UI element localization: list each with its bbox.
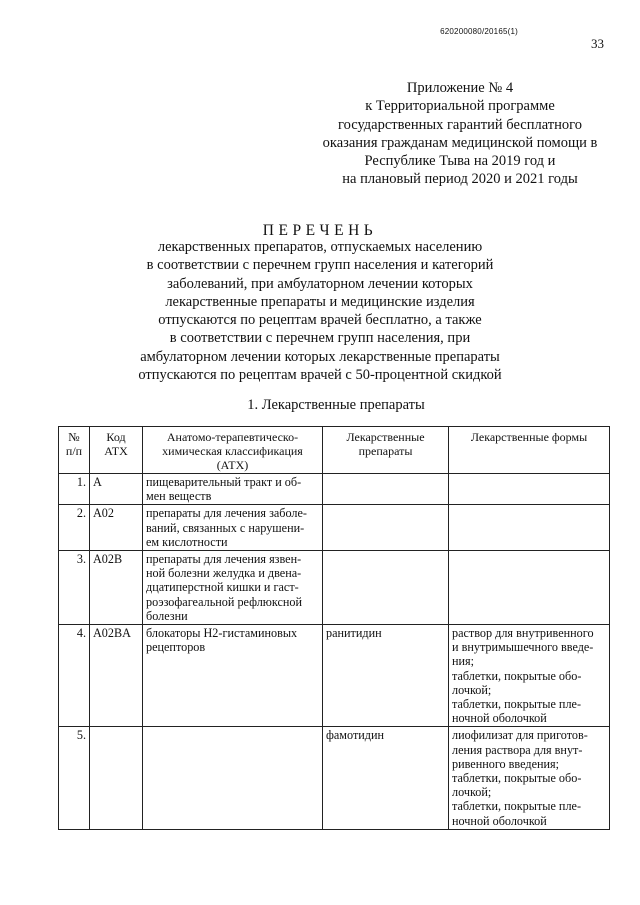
document-id: 620200080/20165(1) [440,27,518,36]
document-heading: ПЕРЕЧЕНЬ [262,222,378,239]
appendix-line: Приложение № 4 [406,80,514,96]
drug-name [323,505,449,551]
appendix-line: оказания гражданам медицинской помощи в [322,134,598,151]
column-header-atc-classification: Анатомо-терапевтическо- химическая классификация (АТХ) [143,427,323,474]
atc-classification: препараты для лечения язвен- ной болезни желудка и двена- дцатиперстной кишки и гаст- роэзофагеальной рефлюксной болезни [143,551,323,625]
appendix-line: к Территориальной программе [365,98,555,115]
drug-name [323,474,449,505]
appendix-block [300,79,620,189]
dosage-forms [449,474,610,505]
column-header-dosage-forms: Лекарственные формы [449,427,610,474]
atc-code [90,727,143,829]
atc-code: A [90,474,143,505]
dosage-forms: лиофилизат для приготов- ления раствора для внут- ривенного введения; таблетки, покрытые обо- лочкой; таблетки, покрытые пле- ночной оболочкой [449,727,610,829]
subheading-line: в соответствии с перечнем групп населения, при [169,330,471,347]
drug-list-table [58,426,610,830]
column-header-number: № п/п [59,427,90,474]
drug-name: фамотидин [323,727,449,829]
table-header-row [59,427,610,474]
appendix-line: на плановый период 2020 и 2021 годы [342,171,578,188]
row-number: 1. [59,474,90,505]
atc-code: A02 [90,505,143,551]
appendix-line: государственных гарантий бесплатного [338,116,582,133]
row-number: 5. [59,727,90,829]
subheading-line: в соответствии с перечнем групп населения и категорий [146,257,494,274]
atc-code: A02BA [90,625,143,727]
table-row [59,474,610,505]
drug-name: ранитидин [323,625,449,727]
section-title: 1. Лекарственные препараты [247,397,425,413]
dosage-forms: раствор для внутривенного и внутримышечного введе- ния; таблетки, покрытые обо- лочкой; таблетки, покрытые пле- ночной оболочкой [449,625,610,727]
subheading-line: лекарственных препаратов, отпускаемых населению [157,239,483,255]
atc-classification: пищеварительный тракт и об- мен веществ [143,474,323,505]
dosage-forms [449,505,610,551]
drug-name [323,551,449,625]
subheading-line: лекарственные препараты и медицинские изделия [165,293,475,310]
column-header-atc-code: Код АТХ [90,427,143,474]
row-number: 4. [59,625,90,727]
table-row [59,727,610,829]
atc-classification: блокаторы H2-гистаминовых рецепторов [143,625,323,727]
atc-classification: препараты для лечения заболе- ваний, связанных с нарушени- ем кислотности [143,505,323,551]
page-number: 33 [591,36,604,51]
column-header-drugs: Лекарственные препараты [323,427,449,474]
row-number: 2. [59,505,90,551]
subheading-line: амбулаторном лечении которых лекарственные препараты [140,348,500,365]
subheading-line: отпускаются по рецептам врачей с 50-процентной скидкой [138,367,502,384]
table-row [59,625,610,727]
table-row [59,551,610,625]
document-subheading [120,238,520,384]
atc-classification [143,727,323,829]
atc-code: A02B [90,551,143,625]
dosage-forms [449,551,610,625]
subheading-line: заболеваний, при амбулаторном лечении которых [167,275,473,292]
subheading-line: отпускаются по рецептам врачей бесплатно, а также [158,312,482,329]
row-number: 3. [59,551,90,625]
table-row [59,505,610,551]
appendix-line: Республике Тыва на 2019 год и [364,153,556,170]
